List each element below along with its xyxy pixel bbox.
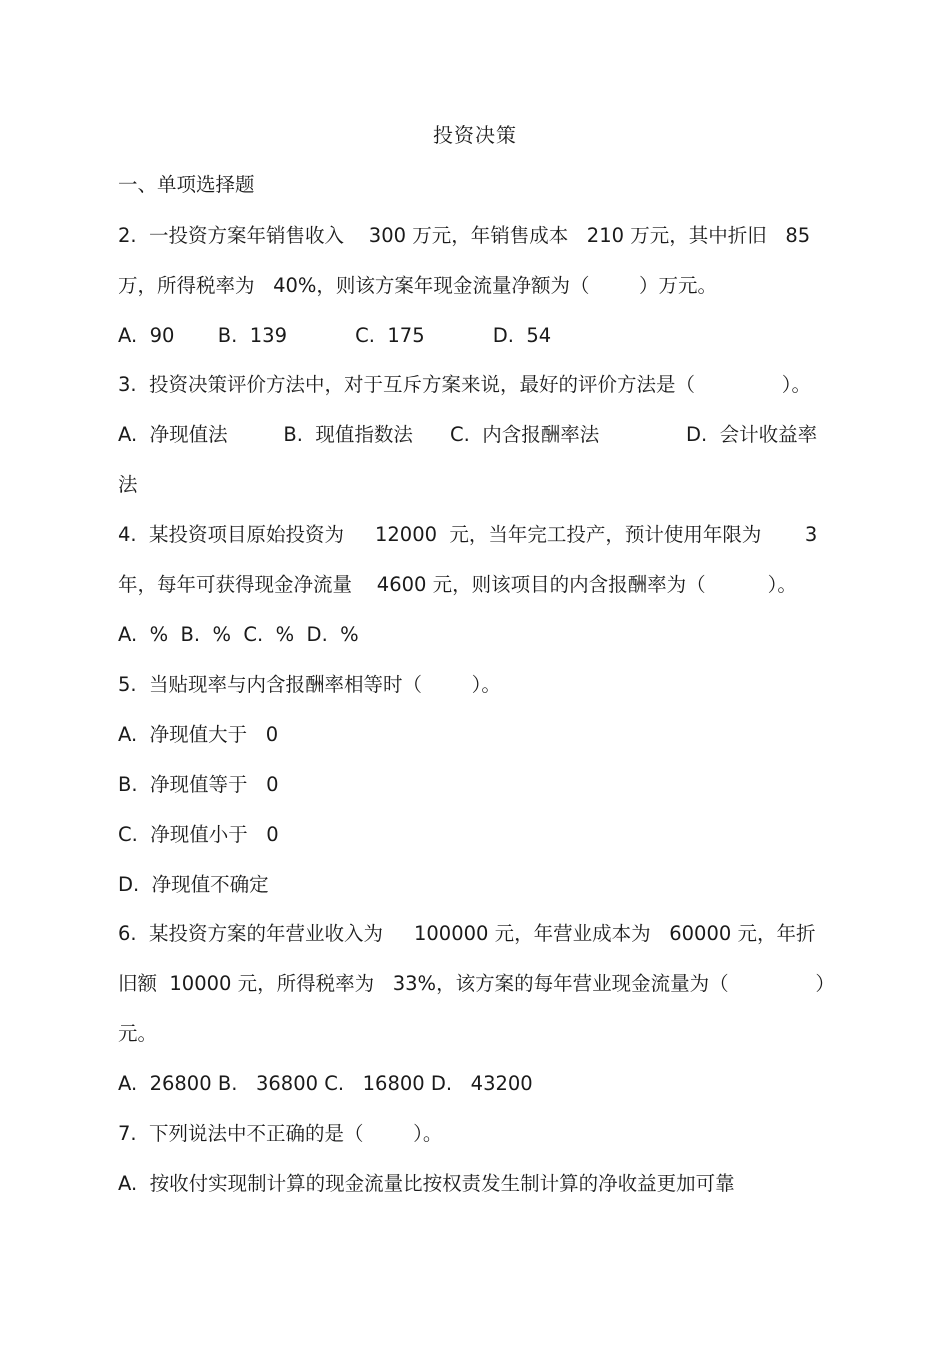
question-5-line-1: 5. 当贴现率与内含报酬率相等时（ ）。 <box>118 673 501 696</box>
question-2-options: A. 90 B. 139 C. 175 D. 54 <box>118 324 552 347</box>
question-5-option-b: B. 净现值等于 0 <box>118 773 279 796</box>
question-2-line-1: 2. 一投资方案年销售收入 300 万元，年销售成本 210 万元，其中折旧 85 <box>118 224 811 247</box>
question-5-option-d: D. 净现值不确定 <box>118 873 269 896</box>
question-2-line-2: 万，所得税率为 40%，则该方案年现金流量净额为（ ）万元。 <box>118 274 718 297</box>
question-6-line-3: 元。 <box>118 1022 158 1045</box>
question-3-line-1: 3. 投资决策评价方法中，对于互斥方案来说，最好的评价方法是（ ）。 <box>118 373 812 396</box>
question-4-line-1: 4. 某投资项目原始投资为 12000 元，当年完工投产，预计使用年限为 3 <box>118 523 818 546</box>
question-6-options: A. 26800 B. 36800 C. 16800 D. 43200 <box>118 1072 533 1095</box>
question-3-options-line-2: 法 <box>118 473 138 496</box>
question-3-options-line-1: A. 净现值法 B. 现值指数法 C. 内含报酬率法 D. 会计收益率 <box>118 423 818 446</box>
question-5-option-a: A. 净现值大于 0 <box>118 723 279 746</box>
question-7-option-a: A. 按收付实现制计算的现金流量比按权责发生制计算的净收益更加可靠 <box>118 1172 735 1195</box>
section-heading: 一、单项选择题 <box>118 173 255 196</box>
question-6-line-2: 旧额 10000 元，所得税率为 33%，该方案的每年营业现金流量为（ ） <box>118 972 835 995</box>
question-4-options: A. % B. % C. % D. % <box>118 623 359 646</box>
question-4-line-2: 年，每年可获得现金净流量 4600 元，则该项目的内含报酬率为（ ）。 <box>118 573 797 596</box>
document-title: 投资决策 <box>433 123 517 147</box>
question-5-option-c: C. 净现值小于 0 <box>118 823 279 846</box>
question-7-line-1: 7. 下列说法中不正确的是（ ）。 <box>118 1122 443 1145</box>
question-6-line-1: 6. 某投资方案的年营业收入为 100000 元，年营业成本为 60000 元，年折 <box>118 922 816 945</box>
